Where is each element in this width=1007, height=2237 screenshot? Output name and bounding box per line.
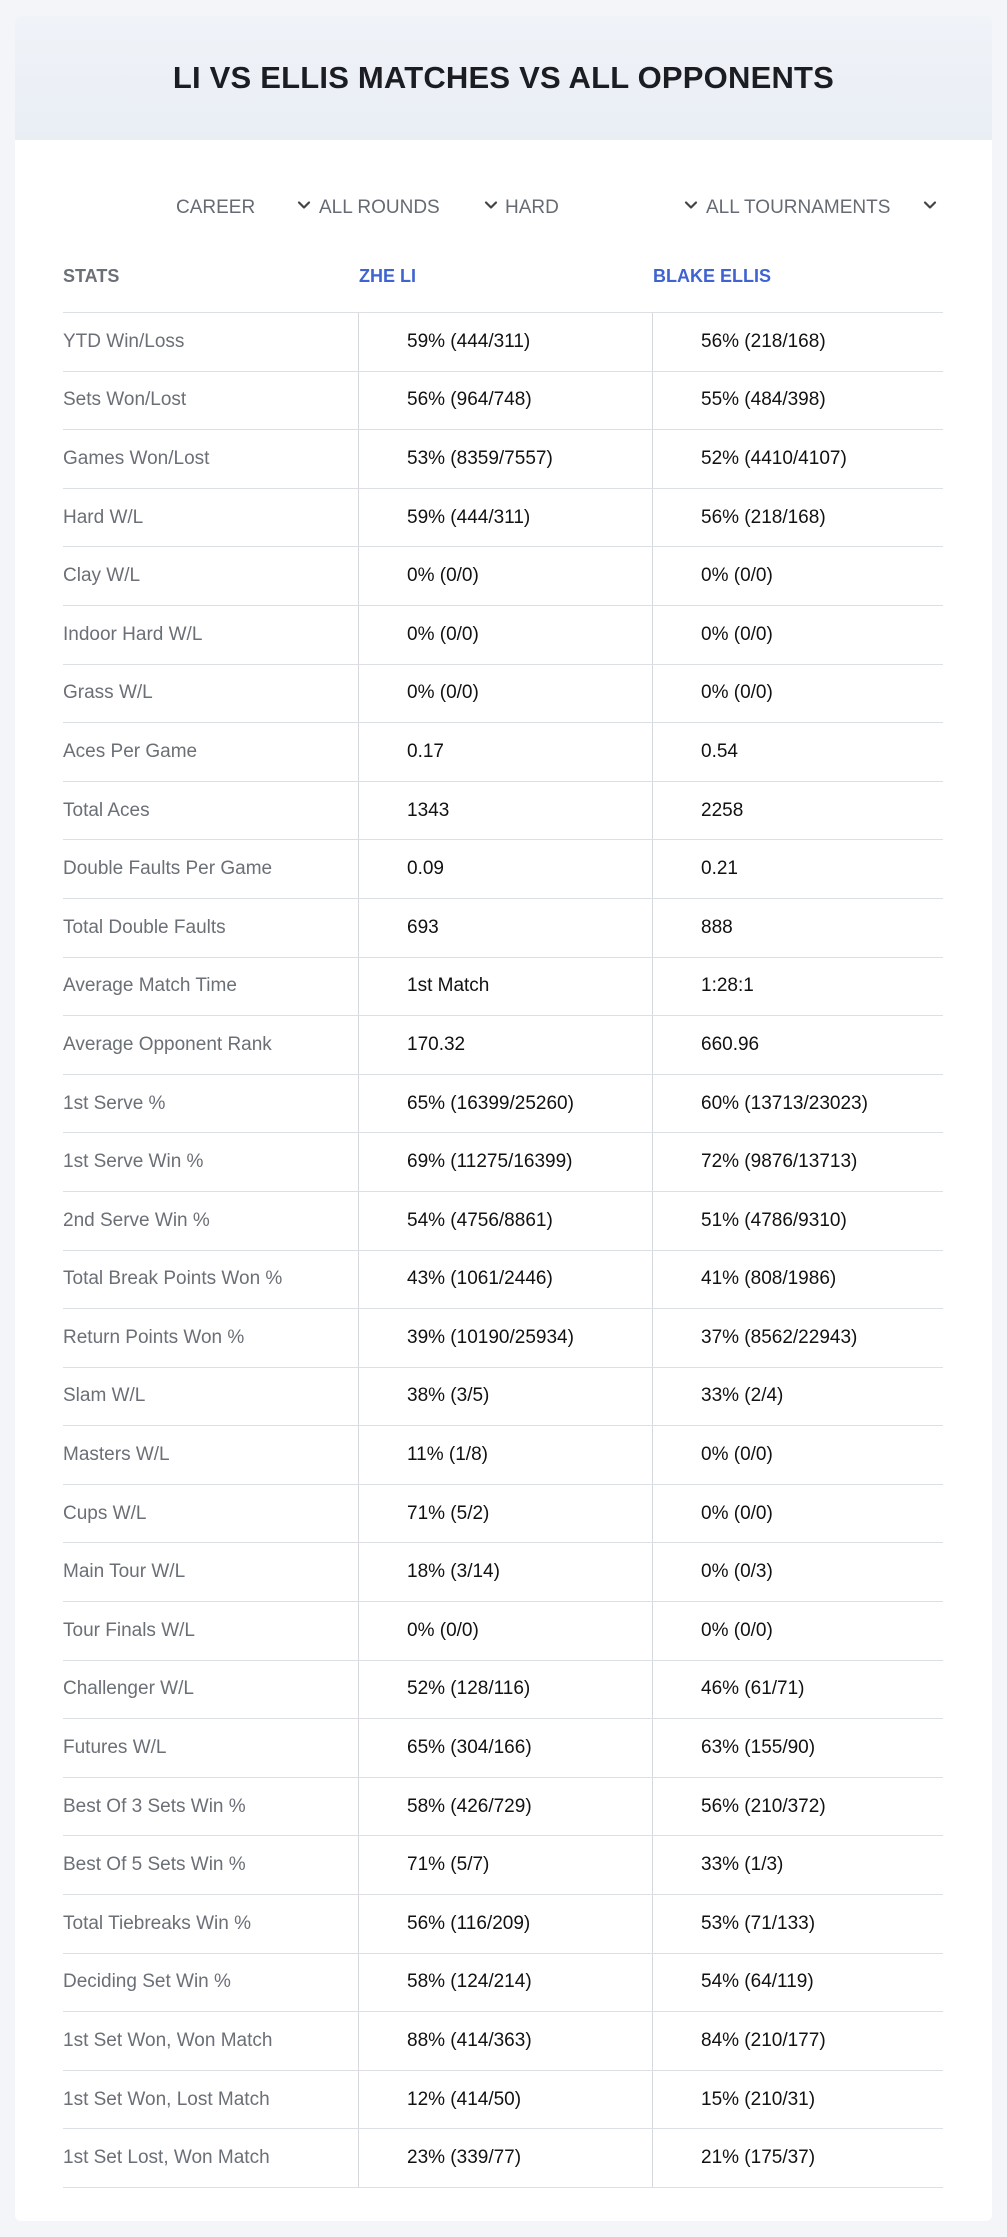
player2-value: 1:28:1 xyxy=(652,958,943,1016)
player1-value: 1343 xyxy=(358,782,652,840)
stat-label: Aces Per Game xyxy=(63,740,198,762)
player2-value: 0% (0/0) xyxy=(652,1602,943,1660)
stat-label: Clay W/L xyxy=(63,565,141,587)
stat-label: Futures W/L xyxy=(63,1737,167,1759)
table-row xyxy=(63,489,943,548)
table-header xyxy=(63,256,943,296)
card-header xyxy=(15,16,992,140)
player1-value: 52% (128/116) xyxy=(358,1661,652,1719)
player1-value: 0.09 xyxy=(358,840,652,898)
player1-value: 53% (8359/7557) xyxy=(358,430,652,488)
table-row xyxy=(63,1133,943,1192)
stat-label: 1st Set Won, Won Match xyxy=(63,2030,273,2052)
player2-value: 56% (218/168) xyxy=(652,313,943,371)
player1-value: 59% (444/311) xyxy=(358,489,652,547)
player1-value: 43% (1061/2446) xyxy=(358,1251,652,1309)
player1-value: 56% (116/209) xyxy=(358,1895,652,1953)
player1-value: 54% (4756/8861) xyxy=(358,1192,652,1250)
player2-value: 0% (0/0) xyxy=(652,665,943,723)
period-dropdown-value: CAREER xyxy=(176,197,256,218)
chevron-down-icon xyxy=(482,196,500,214)
table-row xyxy=(63,1368,943,1427)
player2-value: 0% (0/0) xyxy=(652,606,943,664)
player2-value: 21% (175/37) xyxy=(652,2129,943,2187)
period-dropdown[interactable] xyxy=(176,188,313,228)
player1-value: 56% (964/748) xyxy=(358,372,652,430)
table-row xyxy=(63,1543,943,1602)
stat-label: 1st Set Lost, Won Match xyxy=(63,2147,270,2169)
player1-value: 23% (339/77) xyxy=(358,2129,652,2187)
table-row xyxy=(63,899,943,958)
table-row xyxy=(63,1661,943,1720)
stat-label: Best Of 3 Sets Win % xyxy=(63,1795,246,1817)
player1-value: 58% (124/214) xyxy=(358,1954,652,2012)
player1-value: 11% (1/8) xyxy=(358,1426,652,1484)
stat-label: Average Match Time xyxy=(63,975,237,997)
player2-value: 63% (155/90) xyxy=(652,1719,943,1777)
stats-table xyxy=(63,312,943,2188)
player1-value: 69% (11275/16399) xyxy=(358,1133,652,1191)
table-row xyxy=(63,1192,943,1251)
player2-value: 41% (808/1986) xyxy=(652,1251,943,1309)
player2-value: 0% (0/3) xyxy=(652,1543,943,1601)
player1-value: 38% (3/5) xyxy=(358,1368,652,1426)
player2-value: 0.21 xyxy=(652,840,943,898)
player1-value: 0.17 xyxy=(358,723,652,781)
player2-column-header[interactable]: BLAKE ELLIS xyxy=(653,266,772,286)
player1-value: 65% (16399/25260) xyxy=(358,1075,652,1133)
stat-label: 1st Serve % xyxy=(63,1092,166,1114)
tournaments-dropdown[interactable] xyxy=(706,188,939,228)
stat-label: Cups W/L xyxy=(63,1502,147,1524)
stat-label: Main Tour W/L xyxy=(63,1561,186,1583)
table-row xyxy=(63,1075,943,1134)
player1-column-header[interactable]: ZHE LI xyxy=(359,266,416,286)
table-row xyxy=(63,372,943,431)
rounds-dropdown[interactable] xyxy=(319,188,500,228)
player1-value: 0% (0/0) xyxy=(358,547,652,605)
stat-label: Grass W/L xyxy=(63,682,153,704)
player2-value: 51% (4786/9310) xyxy=(652,1192,943,1250)
player1-value: 59% (444/311) xyxy=(358,313,652,371)
table-row xyxy=(63,1309,943,1368)
stat-label: Sets Won/Lost xyxy=(63,389,187,411)
stat-label: Hard W/L xyxy=(63,506,144,528)
stat-label: Deciding Set Win % xyxy=(63,1971,231,1993)
stat-label: Tour Finals W/L xyxy=(63,1619,195,1641)
chevron-down-icon xyxy=(295,196,313,214)
table-row xyxy=(63,1954,943,2013)
table-row xyxy=(63,1719,943,1778)
stat-label: Return Points Won % xyxy=(63,1326,245,1348)
stat-label: Games Won/Lost xyxy=(63,447,210,469)
player1-value: 65% (304/166) xyxy=(358,1719,652,1777)
table-row xyxy=(63,2071,943,2130)
player1-value: 170.32 xyxy=(358,1016,652,1074)
table-row xyxy=(63,958,943,1017)
stat-label: Challenger W/L xyxy=(63,1678,194,1700)
table-row xyxy=(63,665,943,724)
stat-label: Average Opponent Rank xyxy=(63,1033,272,1055)
table-row xyxy=(63,1602,943,1661)
stat-label: Slam W/L xyxy=(63,1385,146,1407)
table-row xyxy=(63,1778,943,1837)
stat-label: Indoor Hard W/L xyxy=(63,623,203,645)
player1-value: 0% (0/0) xyxy=(358,606,652,664)
player2-value: 888 xyxy=(652,899,943,957)
player2-value: 54% (64/119) xyxy=(652,1954,943,2012)
rounds-dropdown-value: ALL ROUNDS xyxy=(319,197,440,218)
table-row xyxy=(63,2129,943,2188)
player2-value: 52% (4410/4107) xyxy=(652,430,943,488)
stat-label: Total Aces xyxy=(63,799,150,821)
player1-value: 71% (5/2) xyxy=(358,1485,652,1543)
table-row xyxy=(63,547,943,606)
player2-value: 33% (1/3) xyxy=(652,1836,943,1894)
surface-dropdown[interactable] xyxy=(505,188,700,228)
stat-label: YTD Win/Loss xyxy=(63,330,185,352)
table-row xyxy=(63,430,943,489)
table-row xyxy=(63,1016,943,1075)
stat-label: Double Faults Per Game xyxy=(63,858,273,880)
player2-value: 84% (210/177) xyxy=(652,2012,943,2070)
stat-label: Total Break Points Won % xyxy=(63,1268,283,1290)
surface-dropdown-value: HARD xyxy=(505,197,559,218)
table-row xyxy=(63,2012,943,2071)
player2-value: 2258 xyxy=(652,782,943,840)
chevron-down-icon xyxy=(921,196,939,214)
player2-value: 0.54 xyxy=(652,723,943,781)
player2-value: 0% (0/0) xyxy=(652,1485,943,1543)
player2-value: 60% (13713/23023) xyxy=(652,1075,943,1133)
table-row xyxy=(63,723,943,782)
table-row xyxy=(63,1426,943,1485)
table-row xyxy=(63,1251,943,1310)
table-row xyxy=(63,782,943,841)
stat-label: 1st Serve Win % xyxy=(63,1151,204,1173)
player2-value: 55% (484/398) xyxy=(652,372,943,430)
player2-value: 15% (210/31) xyxy=(652,2071,943,2129)
stats-column-header: STATS xyxy=(63,266,120,286)
stat-label: 2nd Serve Win % xyxy=(63,1209,210,1231)
player2-value: 56% (210/372) xyxy=(652,1778,943,1836)
player1-value: 18% (3/14) xyxy=(358,1543,652,1601)
table-row xyxy=(63,1485,943,1544)
player1-value: 58% (426/729) xyxy=(358,1778,652,1836)
player1-value: 71% (5/7) xyxy=(358,1836,652,1894)
stat-label: Total Tiebreaks Win % xyxy=(63,1912,251,1934)
player2-value: 53% (71/133) xyxy=(652,1895,943,1953)
stat-label: Best Of 5 Sets Win % xyxy=(63,1854,246,1876)
table-row xyxy=(63,313,943,372)
tournaments-dropdown-value: ALL TOURNAMENTS xyxy=(706,197,891,218)
player1-value: 12% (414/50) xyxy=(358,2071,652,2129)
player2-value: 72% (9876/13713) xyxy=(652,1133,943,1191)
filter-bar xyxy=(15,188,992,228)
player1-value: 88% (414/363) xyxy=(358,2012,652,2070)
player2-value: 33% (2/4) xyxy=(652,1368,943,1426)
player2-value: 37% (8562/22943) xyxy=(652,1309,943,1367)
chevron-down-icon xyxy=(682,196,700,214)
table-row xyxy=(63,1895,943,1954)
player2-value: 0% (0/0) xyxy=(652,547,943,605)
table-row xyxy=(63,606,943,665)
stat-label: Total Double Faults xyxy=(63,916,226,938)
stat-label: 1st Set Won, Lost Match xyxy=(63,2088,270,2110)
stat-label: Masters W/L xyxy=(63,1444,170,1466)
player1-value: 39% (10190/25934) xyxy=(358,1309,652,1367)
table-row xyxy=(63,840,943,899)
player2-value: 660.96 xyxy=(652,1016,943,1074)
player1-value: 1st Match xyxy=(358,958,652,1016)
player1-value: 693 xyxy=(358,899,652,957)
page-title: LI VS ELLIS MATCHES VS ALL OPPONENTS xyxy=(172,60,835,95)
player1-value: 0% (0/0) xyxy=(358,665,652,723)
player2-value: 56% (218/168) xyxy=(652,489,943,547)
player2-value: 46% (61/71) xyxy=(652,1661,943,1719)
player1-value: 0% (0/0) xyxy=(358,1602,652,1660)
player2-value: 0% (0/0) xyxy=(652,1426,943,1484)
stats-card xyxy=(15,16,992,2221)
table-row xyxy=(63,1836,943,1895)
